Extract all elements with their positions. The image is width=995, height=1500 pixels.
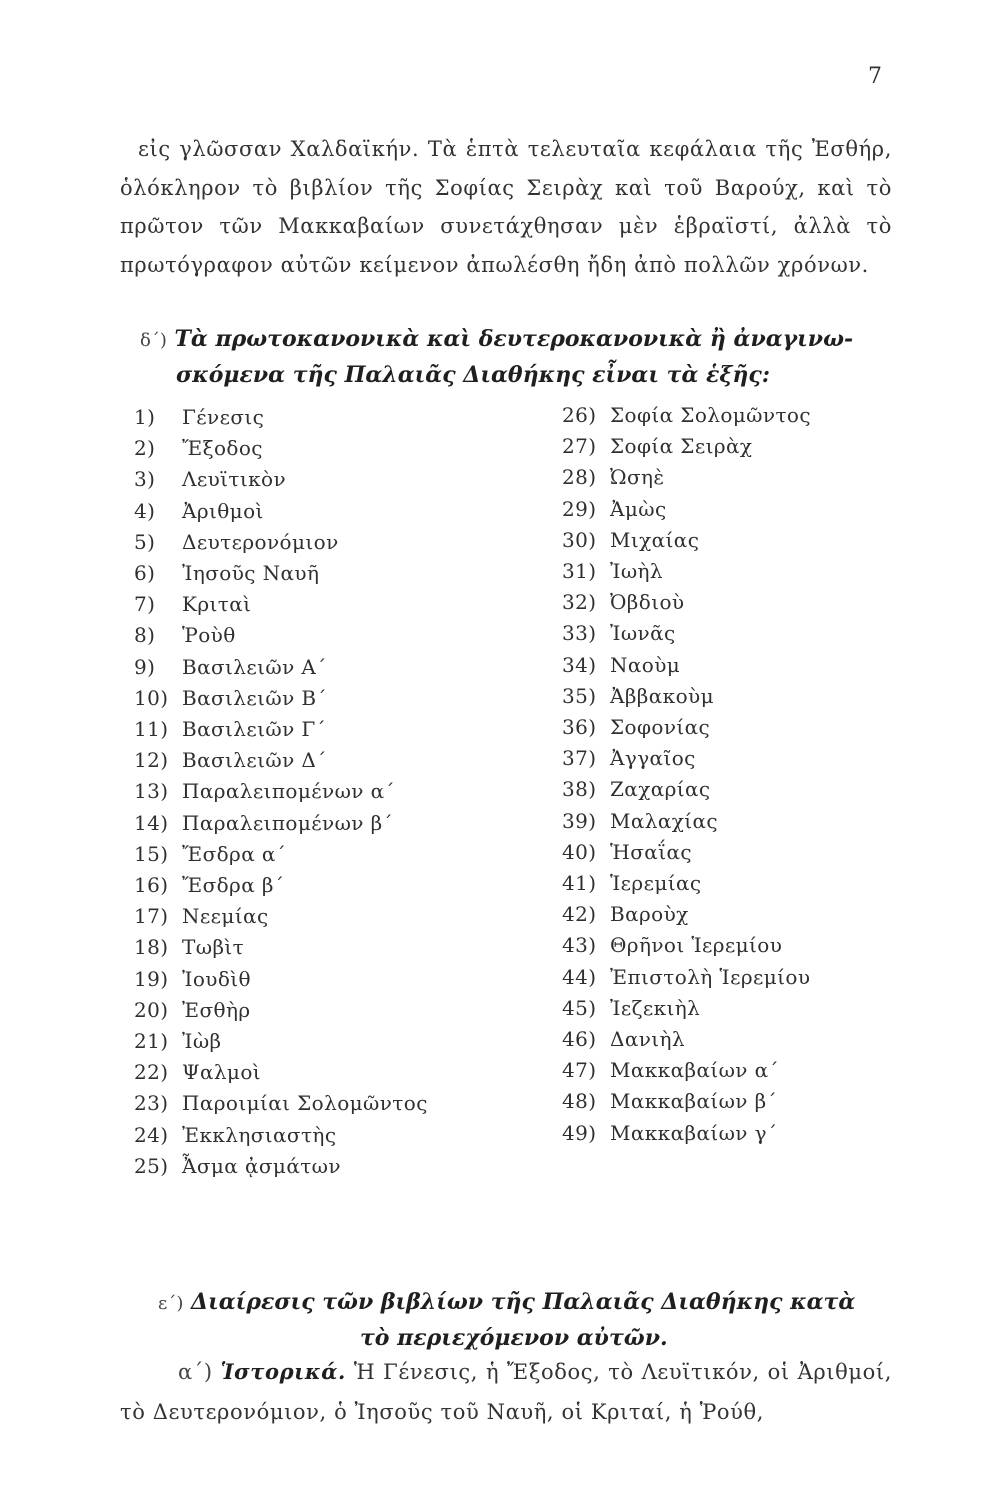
book-item [562,1118,811,1149]
book-number: 4) [134,498,156,523]
book-name: Ἰουδὶθ [182,966,251,991]
book-number: 2) [134,436,156,461]
book-item [562,774,811,805]
book-item [562,962,811,993]
book-number: 25) [134,1153,169,1178]
book-number: 8) [134,623,156,648]
book-name: Σοφονίας [610,715,711,740]
book-name: Παροιμίαι Σολομῶντος [182,1091,428,1116]
book-number: 9) [134,654,156,679]
book-item [562,806,811,837]
book-item [562,400,811,431]
book-number: 16) [134,873,169,898]
book-item [134,683,428,714]
intro-paragraph [120,130,892,284]
book-number: 28) [562,465,597,490]
book-item [134,1120,428,1151]
book-number: 21) [134,1029,169,1054]
page-number: 7 [868,64,882,89]
book-item [562,868,811,899]
book-number: 32) [562,590,597,615]
book-number: 12) [134,748,169,773]
book-name: Δευτερονόμιον [182,529,339,554]
book-number: 47) [562,1058,597,1083]
book-item [134,932,428,963]
book-item [134,433,428,464]
book-name: Βασιλειῶν Β΄ [182,685,327,710]
book-name: Βασιλειῶν Δ΄ [182,748,327,773]
book-item [134,964,428,995]
book-name: Βαροὺχ [610,902,689,927]
book-name: Ζαχαρίας [610,777,711,802]
subsection-title: Ἱστορικά. [220,1359,346,1384]
book-number: 27) [562,434,597,459]
book-item [562,431,811,462]
book-name: Νεεμίας [182,904,269,929]
book-name: Παραλειπομένων β΄ [182,810,393,835]
book-name: Μαλαχίας [610,808,719,833]
book-name: Ἰησοῦς Ναυῆ [182,561,320,586]
book-number: 11) [134,717,169,742]
book-number: 36) [562,715,597,740]
book-number: 40) [562,839,597,864]
book-item [134,901,428,932]
books-list-right [562,400,811,1149]
book-item [562,462,811,493]
book-number: 24) [134,1122,169,1147]
book-name: Μακκαβαίων α΄ [610,1058,779,1083]
section-d-title-text1: Τὰ πρωτοκανονικὰ καὶ δευτεροκανονικὰ ἢ ἀναγινω- [174,326,854,352]
book-item [134,1057,428,1088]
book-item [134,714,428,745]
book-name: Τωβὶτ [182,935,245,960]
book-number: 5) [134,529,156,554]
section-e-title-text1: Διαίρεσις τῶν βιβλίων τῆς Παλαιᾶς Διαθήκης κατὰ [191,1289,856,1315]
book-name: Ναοὺμ [610,652,681,677]
book-name: Ἀμὼς [610,496,667,521]
book-item [562,681,811,712]
book-name: Ἰωὴλ [610,559,663,584]
book-number: 10) [134,685,169,710]
book-number: 46) [562,1027,597,1052]
book-item [134,464,428,495]
book-item [562,587,811,618]
book-number: 20) [134,997,169,1022]
book-number: 31) [562,559,597,584]
book-item [562,556,811,587]
section-d-title-line2: σκόμενα τῆς Παλαιᾶς Διαθήκης εἶναι τὰ ἑξῆς: [176,362,770,388]
subsection-marker: α΄) [178,1360,213,1384]
book-item [134,589,428,620]
section-e-title-line1 [120,1285,892,1321]
book-item [562,712,811,743]
book-number: 38) [562,777,597,802]
section-e-title-line2: τὸ περιεχόμενον αὐτῶν. [360,1325,668,1351]
book-name: Ἀββακοὺμ [610,683,714,708]
section-d-title-line1 [120,322,892,358]
book-number: 42) [562,902,597,927]
book-item [134,402,428,433]
subsection-historical [120,1352,892,1432]
book-item [134,496,428,527]
intro-text: εἰς γλῶσσαν Χαλδαϊκήν. Τὰ ἑπτὰ τελευταῖα κεφάλαια τῆς Ἐσθήρ, ὁλόκληρον τὸ βιβλίον τῆς Σοφίας Σειρὰχ καὶ τοῦ Βαρούχ, καὶ τὸ πρῶτον τῶν Μακκαβαίων συνετάχθησαν μὲν ἑβραϊστί, ἀλλὰ τὸ πρωτόγραφον αὐτῶν κείμενον ἀπωλέσθη ἤδη ἀπὸ πολλῶν χρόνων. [120,137,892,277]
book-item [134,776,428,807]
book-item [562,650,811,681]
book-number: 1) [134,405,156,429]
book-number: 33) [562,621,597,646]
book-item [562,930,811,961]
book-item [134,620,428,651]
book-name: Κριταὶ [182,592,252,617]
book-name: Βασιλειῶν Γ΄ [182,717,327,742]
book-name: Ἐπιστολὴ Ἱερεμίου [610,964,811,989]
book-number: 7) [134,592,156,617]
book-item [562,837,811,868]
book-item [562,899,811,930]
book-name: Ἆσμα ᾀσμάτων [182,1153,341,1178]
book-name: Ἰωνᾶς [610,621,676,646]
book-number: 6) [134,561,156,586]
book-number: 13) [134,779,169,804]
book-item [134,995,428,1026]
book-item [134,745,428,776]
book-item [562,993,811,1024]
book-name: Ἰὼβ [182,1029,222,1054]
book-name: Ἡσαΐας [610,839,692,864]
book-number: 29) [562,496,597,521]
book-name: Ἐσθὴρ [182,997,251,1022]
book-name: Μακκαβαίων β΄ [610,1089,777,1114]
book-name: Μακκαβαίων γ΄ [610,1120,778,1145]
book-name: Ψαλμοὶ [182,1060,262,1085]
book-item [134,1088,428,1119]
book-number: 35) [562,683,597,708]
book-number: 41) [562,871,597,896]
book-name: Ἰεζεκιὴλ [610,995,701,1020]
book-name: Λευϊτικὸν [182,467,287,492]
book-item [562,618,811,649]
book-number: 26) [562,403,597,427]
book-name: Ῥοὺθ [182,623,236,648]
subsection-text: Ἡ Γένεσις, ἡ Ἔξοδος, τὸ Λευϊτικόν, οἱ Ἀριθμοί, τὸ Δευτερονόμιον, ὁ Ἰησοῦς τοῦ Ναυῆ, οἱ Κριταί, ἡ Ῥούθ, [120,1360,892,1424]
book-number: 22) [134,1060,169,1085]
section-d-marker: δ΄) [140,330,167,351]
book-item [562,525,811,556]
book-item [134,1151,428,1182]
book-item [562,743,811,774]
subsection-historical-paragraph [120,1352,892,1432]
book-number: 18) [134,935,169,960]
book-name: Ἀγγαῖος [610,746,696,771]
book-number: 49) [562,1120,597,1145]
book-item [134,808,428,839]
book-name: Ἱερεμίας [610,871,702,896]
book-number: 30) [562,527,597,552]
section-e-marker: ε΄) [158,1293,184,1314]
book-name: Ἔσδρα α΄ [182,841,287,866]
book-number: 48) [562,1089,597,1114]
book-name: Βασιλειῶν Α΄ [182,654,327,679]
book-number: 34) [562,652,597,677]
book-number: 45) [562,995,597,1020]
book-number: 17) [134,904,169,929]
book-name: Ἐκκλησιαστὴς [182,1122,337,1147]
section-e-heading [120,1285,892,1355]
book-name: Δανιὴλ [610,1027,686,1052]
books-list-left [134,402,428,1182]
book-name: Σοφία Σολομῶντος [610,403,811,427]
book-number: 19) [134,966,169,991]
book-name: Ὀβδιοὺ [610,590,685,615]
book-number: 44) [562,964,597,989]
book-item [562,494,811,525]
book-number: 15) [134,841,169,866]
book-number: 37) [562,746,597,771]
book-item [134,652,428,683]
book-item [134,1026,428,1057]
book-name: Ἔξοδος [182,436,263,461]
book-name: Ὠσηὲ [610,465,665,490]
book-item [562,1086,811,1117]
book-item [562,1055,811,1086]
book-name: Ἔσδρα β΄ [182,873,285,898]
book-name: Γένεσις [182,405,265,429]
book-name: Μιχαίας [610,527,700,552]
book-item [134,527,428,558]
book-item [134,839,428,870]
book-number: 14) [134,810,169,835]
book-number: 39) [562,808,597,833]
book-name: Σοφία Σειρὰχ [610,434,753,459]
book-name: Ἀριθμοὶ [182,498,264,523]
book-number: 3) [134,467,156,492]
book-item [562,1024,811,1055]
book-item [134,870,428,901]
book-name: Παραλειπομένων α΄ [182,779,395,804]
book-name: Θρῆνοι Ἱερεμίου [610,933,783,958]
section-d-heading [120,322,892,392]
book-number: 43) [562,933,597,958]
book-number: 23) [134,1091,169,1116]
book-item [134,558,428,589]
